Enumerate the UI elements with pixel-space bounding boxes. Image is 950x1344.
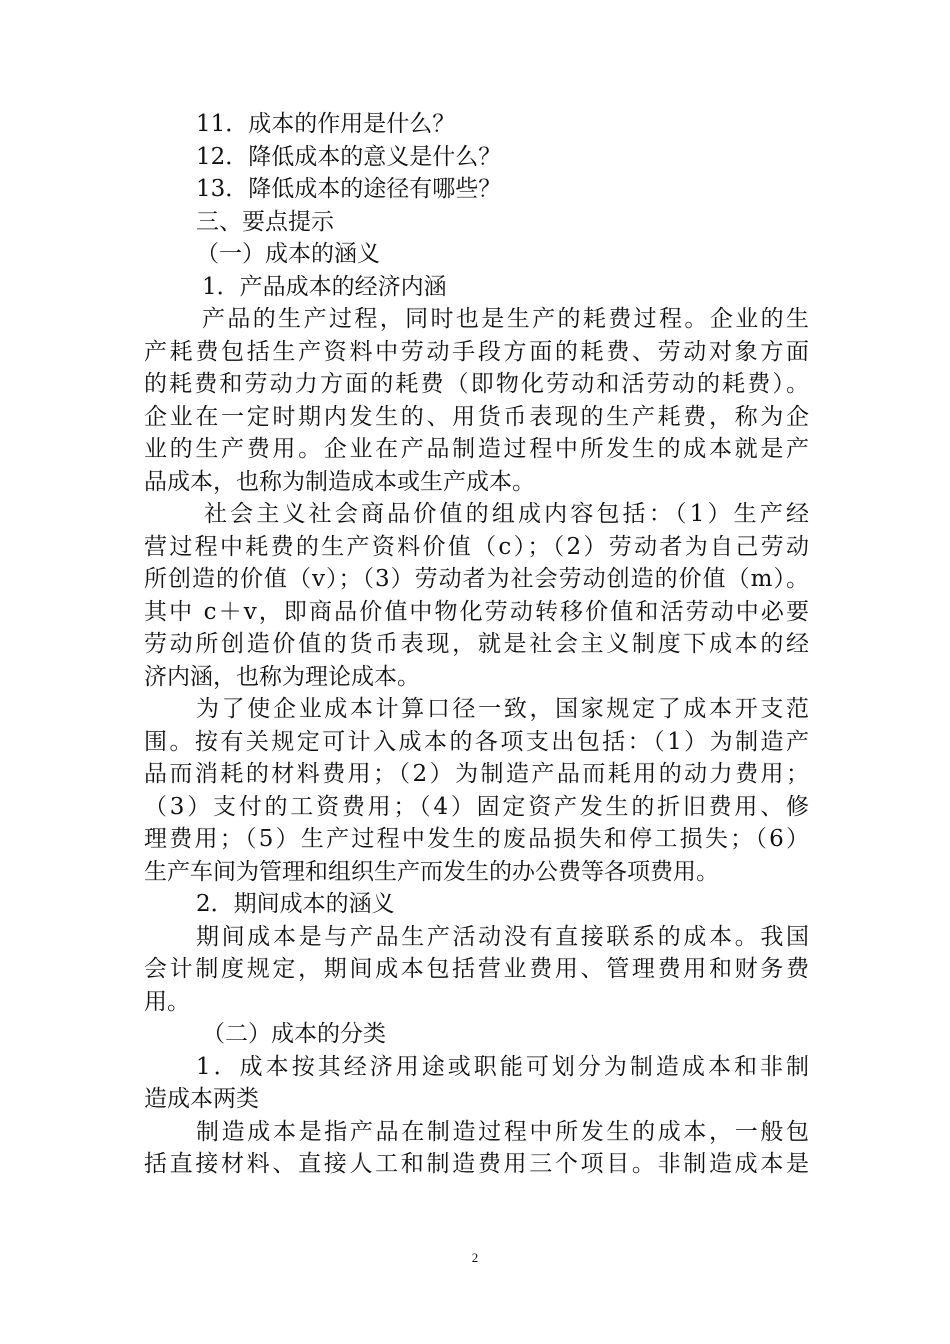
paragraph-line: 品而消耗的材料费用；（2）为制造产品而耗用的动力费用；	[144, 761, 809, 787]
paragraph-line: 社会主义社会商品价值的组成内容包括：（1）生产经	[204, 501, 809, 527]
page-number: 2	[471, 1250, 479, 1265]
paragraph-line: 济内涵，也称为理论成本。	[144, 663, 420, 690]
paragraph-line: 其中 c＋v，即商品价值中物化劳动转移价值和活劳动中必要	[144, 598, 809, 625]
paragraph-line: 产耗费包括生产资料中劳动手段方面的耗费、劳动对象方面	[144, 338, 809, 365]
item-heading-economic-use: 1．成本按其经济用途或职能可划分为制造成本和非制	[196, 1053, 809, 1080]
paragraph-line: 期间成本是与产品生产活动没有直接联系的成本。我国	[196, 923, 809, 950]
section-heading-key-points: 三、要点提示	[196, 208, 334, 235]
paragraph-line: 企业在一定时期内发生的、用货币表现的生产耗费，称为企	[144, 403, 809, 430]
item-heading-product-cost: 1．产品成本的经济内涵	[202, 273, 447, 300]
document-body	[144, 108, 809, 1181]
paragraph-line: 制造成本是指产品在制造过程中所发生的成本，一般包	[196, 1118, 809, 1145]
paragraph-line: 的耗费和劳动力方面的耗费（即物化劳动和活劳动的耗费）。	[144, 371, 809, 397]
paragraph-line: 围。按有关规定可计入成本的各项支出包括：（1）为制造产	[144, 728, 809, 755]
question-11: 11．成本的作用是什么？	[196, 111, 456, 137]
question-12: 12．降低成本的意义是什么？	[196, 143, 502, 170]
paragraph-line: 产品的生产过程，同时也是生产的耗费过程。企业的生	[202, 306, 809, 332]
subsection-heading-cost-meaning: （一）成本的涵义	[196, 241, 380, 267]
paragraph-line: 为了使企业成本计算口径一致，国家规定了成本开支范	[196, 696, 809, 722]
paragraph-line: 营过程中耗费的生产资料价值（c）；（2）劳动者为自己劳动	[144, 533, 809, 560]
item-heading-period-cost: 2．期间成本的涵义	[196, 891, 395, 917]
paragraph-line: 用。	[144, 988, 190, 1015]
question-13: 13．降低成本的途径有哪些？	[196, 176, 502, 202]
paragraph-line: 劳动所创造价值的货币表现，就是社会主义制度下成本的经	[144, 631, 809, 657]
subsection-heading-cost-classification: （二）成本的分类	[202, 1021, 386, 1047]
paragraph-line: 品成本，也称为制造成本或生产成本。	[144, 468, 535, 495]
paragraph-line: 所创造的价值（v）；（3）劳动者为社会劳动创造的价值（m）。	[144, 566, 809, 592]
paragraph-line: （3）支付的工资费用；（4）固定资产发生的折旧费用、修	[144, 793, 809, 820]
paragraph-line: 业的生产费用。企业在产品制造过程中所发生的成本就是产	[144, 436, 809, 462]
paragraph-line: 会计制度规定，期间成本包括营业费用、管理费用和财务费	[144, 956, 809, 982]
paragraph-line: 理费用；（5）生产过程中发生的废品损失和停工损失；（6）	[144, 826, 809, 852]
paragraph-line: 生产车间为管理和组织生产而发生的办公费等各项费用。	[144, 858, 719, 885]
item-heading-continuation: 造成本两类	[144, 1086, 259, 1112]
paragraph-line: 括直接材料、直接人工和制造费用三个项目。非制造成本是	[144, 1151, 809, 1177]
